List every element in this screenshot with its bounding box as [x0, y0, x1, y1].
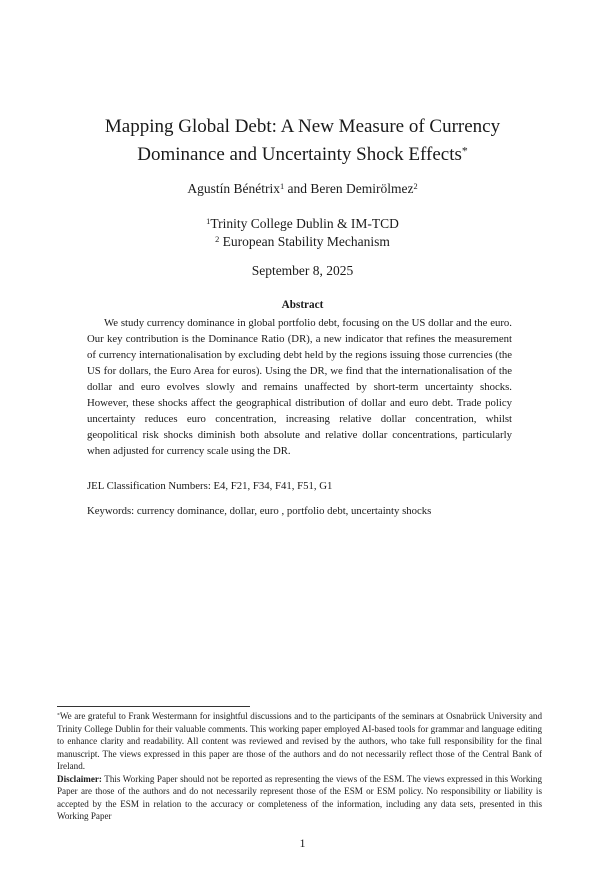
- footnote: [57, 710, 542, 823]
- affiliation-2-text: European Stability Mechanism: [219, 234, 390, 249]
- footnote-divider: [57, 706, 250, 707]
- author-1: Agustín Bénétrix: [187, 181, 280, 196]
- acknowledgements-text: We are grateful to Frank Westermann for insightful discussions and to the participants of the seminars at Osnabrück University and Trinity College Dublin for their valuable comments. This working paper employed AI-based tools for grammar and language editing to enhance clarity and readability. All content was reviewed and revised by the authors, who take full responsibility for the final manuscript. The views expressed in this paper are those of the authors and do not necessarily reflect those of the Central Bank of Ireland.: [57, 711, 542, 771]
- title-line-2-text: Dominance and Uncertainty Shock Effects: [137, 144, 462, 165]
- title-line-1: Mapping Global Debt: A New Measure of Currency: [104, 116, 501, 137]
- paper-title: [60, 113, 545, 169]
- author-conjunction: and: [284, 181, 311, 196]
- page-number: 1: [299, 836, 306, 850]
- author-2: Beren Demirölmez: [310, 181, 414, 196]
- keywords: Keywords: currency dominance, dollar, euro , portfolio debt, uncertainty shocks: [87, 505, 432, 517]
- title-footnote-mark[interactable]: *: [461, 144, 468, 158]
- affiliation-1-text: Trinity College Dublin & IM-TCD: [210, 216, 399, 231]
- abstract-text: We study currency dominance in global portfolio debt, focusing on the US dollar and the euro. Our key contribution is the Dominance Ratio (DR), a new indicator that refines the measurement of currency internationalisation by excluding debt held by the regions issuing those currencies (the US for dollars, the Euro Area for euros). Using the DR, we find that the internationalisation of the dollar and euro evolves slowly and remains unaffected by short-term uncertainty shocks. However, these shocks affect the geographical distribution of dollar and euro debt. Trade policy uncertainty reduces euro concentration, increasing relative dollar concentration, whilst geopolitical risk shocks diminish both absolute and relative dollar concentrations, particularly when adjusted for currency scale using the DR.: [87, 317, 512, 457]
- disclaimer-text: This Working Paper should not be reported as representing the views of the ESM. The views expressed in this Working Paper are those of the authors and do not necessarily represent those of the ESM or ESM policy. No responsibility or liability is accepted by the ESM in relation to the accuracy or completeness of the information, including any data sets, presented in this Working Paper: [57, 773, 542, 821]
- author-1-affiliation-mark: 1: [279, 182, 285, 192]
- disclaimer-label: Disclaimer:: [57, 773, 102, 784]
- acknowledgements-footnote: [57, 710, 542, 773]
- publication-date: September 8, 2025: [251, 263, 354, 278]
- affiliation-1-mark: 1: [206, 217, 211, 227]
- affiliation-2: [60, 234, 545, 250]
- disclaimer: [57, 773, 542, 823]
- title-line-2: [60, 141, 545, 169]
- jel-classification: JEL Classification Numbers: E4, F21, F34, F41, F51, G1: [87, 480, 333, 492]
- footnote-mark: *: [57, 712, 60, 719]
- affiliation-1: [60, 216, 545, 232]
- abstract-heading: Abstract: [281, 299, 324, 311]
- author-list: [60, 181, 545, 197]
- affiliation-2-mark: 2: [215, 235, 220, 245]
- author-2-affiliation-mark: 2: [413, 182, 418, 192]
